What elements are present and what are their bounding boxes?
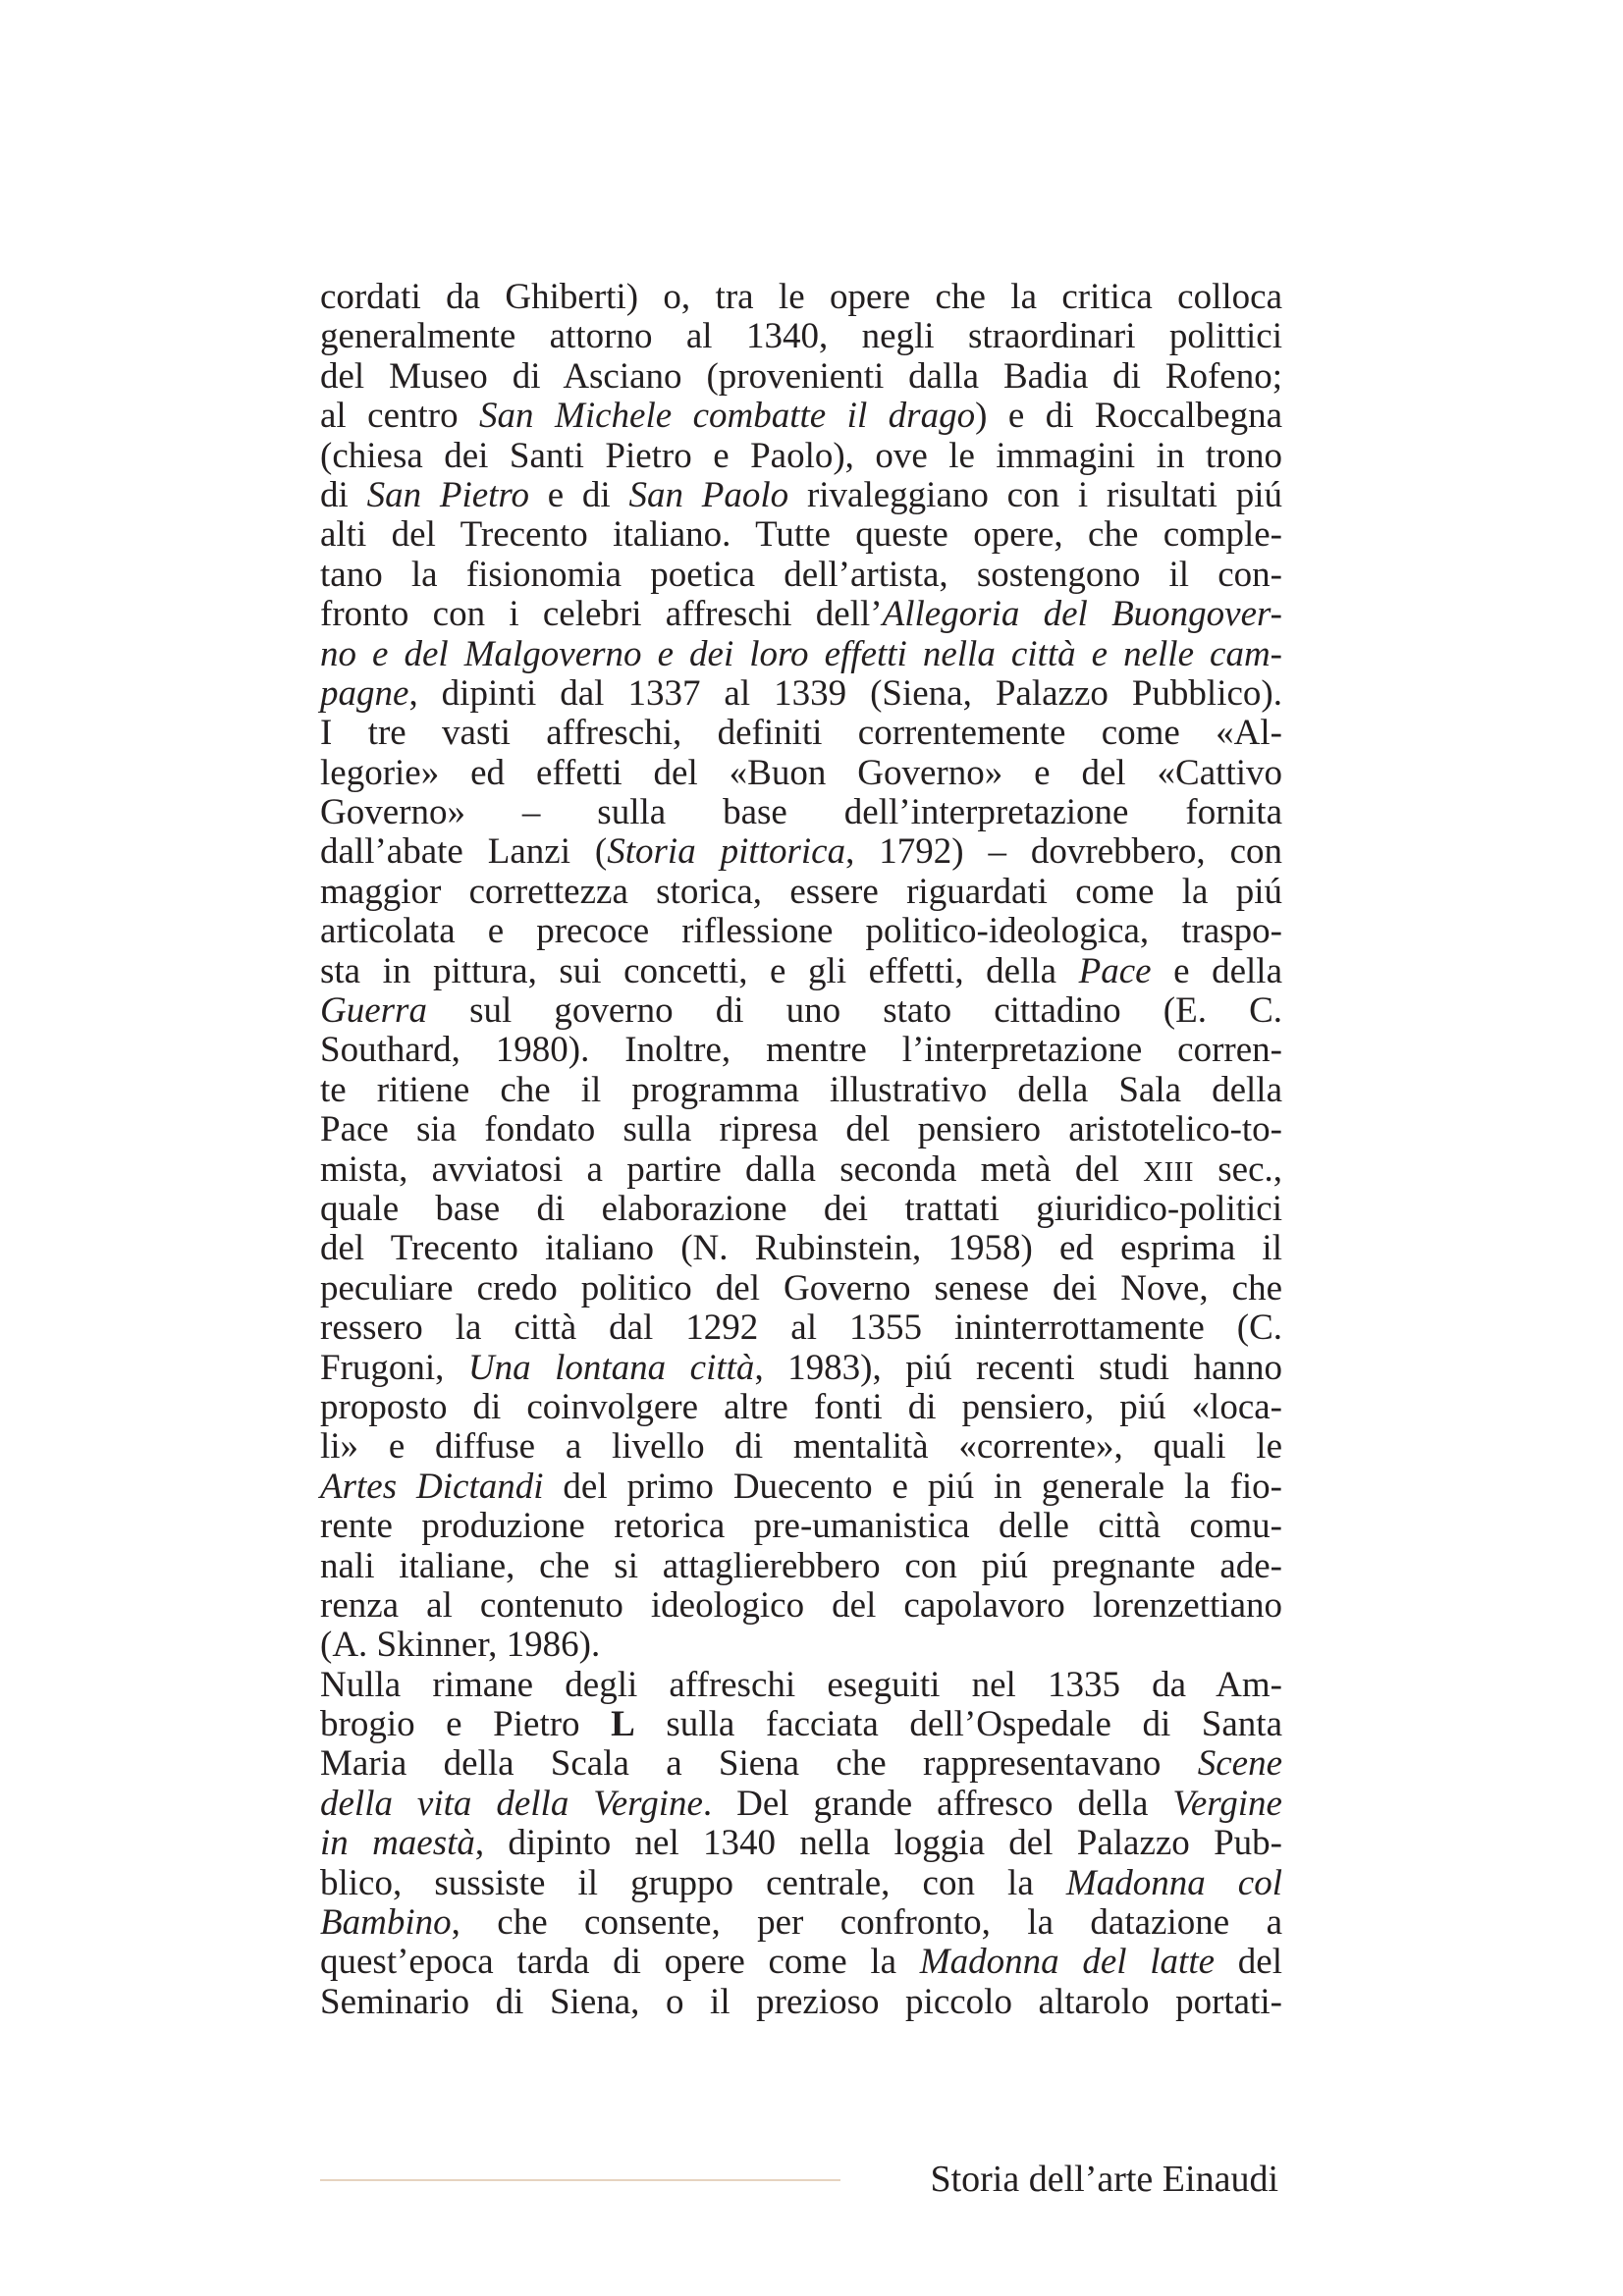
text-run: Governo» – sulla base dell’interpretazione fornita: [320, 792, 1282, 833]
roman-numeral: XIII: [1143, 1155, 1194, 1188]
text-line: [320, 1785, 1282, 1824]
text-line: [320, 1071, 1282, 1110]
text-line: [320, 1229, 1282, 1268]
italic-title: San Pietro: [366, 474, 529, 515]
italic-title: Pace: [1078, 950, 1152, 991]
text-line: [320, 1626, 1282, 1665]
text-run: renza al contenuto ideologico del capolavoro lorenzettiano: [320, 1584, 1282, 1626]
text-run: , 1983), piú recenti studi hanno: [754, 1347, 1282, 1388]
text-line: [320, 1547, 1282, 1586]
text-run: e di: [528, 474, 629, 515]
text-line: [320, 437, 1282, 476]
italic-title: no e del Malgoverno e dei loro effetti nella città e nelle cam-: [320, 633, 1282, 674]
text-run: articolata e precoce riflessione politico-ideologica, traspo-: [320, 911, 1282, 952]
text-run: te ritiene che il programma illustrativo della Sala della: [320, 1069, 1282, 1110]
text-run: Nulla rimane degli affreschi eseguiti nel 1335 da Am-: [320, 1664, 1282, 1705]
text-run: legorie» ed effetti del «Buon Governo» e del «Cattivo: [320, 752, 1282, 793]
text-line: [320, 1349, 1282, 1388]
text-run: li» e diffuse a livello di mentalità «corrente», quali le: [320, 1426, 1282, 1468]
bold-initial: L: [611, 1704, 635, 1745]
text-line: [320, 1744, 1282, 1784]
text-run: peculiare credo politico del Governo senese dei Nove, che: [320, 1267, 1282, 1308]
text-line: [320, 1666, 1282, 1705]
text-run: Southard, 1980). Inoltre, mentre l’interpretazione corren-: [320, 1030, 1282, 1071]
text-run: del Trecento italiano (N. Rubinstein, 1958) ed esprima il: [320, 1228, 1282, 1269]
italic-title: San Paolo: [628, 474, 789, 515]
text-run: sul governo di uno stato cittadino (E. C.: [426, 990, 1282, 1032]
text-line: [320, 1983, 1282, 2022]
text-run: Seminario di Siena, o il prezioso piccolo altarolo portati-: [320, 1981, 1282, 2022]
italic-title: Madonna col: [1065, 1862, 1283, 1903]
text-line: [320, 397, 1282, 436]
italic-title: San Michele combatte il drago: [479, 396, 976, 437]
text-run: , dipinti dal 1337 al 1339 (Siena, Palazzo Pubblico).: [408, 672, 1282, 714]
text-run: Maria della Scala a Siena che rappresentavano: [320, 1743, 1198, 1785]
italic-title: Artes Dictandi: [320, 1466, 544, 1507]
page-footer: [320, 2152, 1282, 2211]
text-line: [320, 1388, 1282, 1427]
text-run: proposto di coinvolgere altre fonti di pensiero, piú «loca-: [320, 1386, 1282, 1427]
text-run: rente produzione retorica pre-umanistica delle città comu-: [320, 1506, 1282, 1547]
text-run: di: [320, 474, 367, 515]
italic-title: Storia pittorica: [607, 831, 846, 873]
text-run: , 1792) – dovrebbero, con: [845, 831, 1282, 873]
text-run: (A. Skinner, 1986).: [320, 1625, 601, 1666]
italic-title: Bambino: [320, 1902, 452, 1944]
text-run: dall’abate Lanzi (: [320, 831, 608, 873]
text-line: [320, 1586, 1282, 1626]
text-line: [320, 595, 1282, 634]
text-run: blico, sussiste il gruppo centrale, con la: [320, 1862, 1066, 1903]
text-run: mista, avviatosi a partire dalla seconda metà del: [320, 1148, 1144, 1190]
text-run: rivaleggiano con i risultati piú: [788, 474, 1283, 515]
text-run: e della: [1151, 950, 1282, 991]
italic-title: Madonna del latte: [919, 1942, 1216, 1983]
text-run: sta in pittura, sui concetti, e gli effetti, della: [320, 950, 1079, 991]
text-run: sulla facciata dell’Ospedale di Santa: [634, 1704, 1282, 1745]
text-run: Frugoni,: [320, 1347, 468, 1388]
text-line: [320, 1190, 1282, 1229]
text-line: [320, 556, 1282, 595]
text-run: maggior correttezza storica, essere riguardati come la piú: [320, 871, 1282, 912]
text-line: [320, 912, 1282, 951]
text-line: [320, 793, 1282, 832]
text-run: generalmente attorno al 1340, negli straordinari polittici: [320, 316, 1282, 357]
text-line: [320, 754, 1282, 793]
text-line: [320, 1110, 1282, 1149]
text-line: [320, 832, 1282, 872]
text-line: [320, 1705, 1282, 1744]
text-line: [320, 674, 1282, 714]
text-run: quest’epoca tarda di opere come la: [320, 1942, 920, 1983]
text-run: tano la fisionomia poetica dell’artista, sostengono il con-: [320, 554, 1282, 595]
text-line: [320, 1943, 1282, 1982]
italic-title: Guerra: [320, 990, 427, 1032]
text-run: del primo Duecento e piú in generale la fio-: [543, 1466, 1282, 1507]
italic-title: della vita della Vergine: [320, 1783, 703, 1824]
text-line: [320, 714, 1282, 753]
text-line: [320, 1507, 1282, 1546]
text-run: . Del grande affresco della: [702, 1783, 1173, 1824]
text-run: brogio e Pietro: [320, 1704, 612, 1745]
italic-title: Scene: [1197, 1743, 1282, 1785]
text-run: del: [1215, 1942, 1282, 1983]
text-run: I tre vasti affreschi, definiti correntemente come «Al-: [320, 713, 1282, 754]
text-line: [320, 317, 1282, 356]
text-line: [320, 1468, 1282, 1507]
italic-title: Una lontana città: [467, 1347, 755, 1388]
text-run: , che consente, per confronto, la datazione a: [451, 1902, 1282, 1944]
text-run: al centro: [320, 396, 480, 437]
text-line: [320, 991, 1282, 1031]
italic-title: pagne: [320, 672, 409, 714]
footer-rule: [320, 2179, 840, 2181]
text-run: sec.,: [1193, 1148, 1282, 1190]
text-line: [320, 1308, 1282, 1348]
text-line: [320, 1150, 1282, 1190]
text-line: [320, 1903, 1282, 1943]
text-line: [320, 1824, 1282, 1863]
italic-title: in maestà: [320, 1823, 475, 1864]
text-run: , dipinto nel 1340 nella loggia del Palazzo Pub-: [474, 1823, 1282, 1864]
text-line: [320, 1269, 1282, 1308]
italic-title: Vergine: [1172, 1783, 1282, 1824]
text-line: [320, 1864, 1282, 1903]
text-run: (chiesa dei Santi Pietro e Paolo), ove le immagini in trono: [320, 435, 1282, 476]
text-run: fronto con i celebri affreschi dell’: [320, 594, 883, 635]
text-run: del Museo di Asciano (provenienti dalla Badia di Rofeno;: [320, 355, 1282, 397]
text-line: [320, 357, 1282, 397]
text-run: alti del Trecento italiano. Tutte queste opere, che comple-: [320, 514, 1282, 556]
italic-title: Allegoria del Buongover-: [882, 594, 1282, 635]
text-run: ) e di Roccalbegna: [975, 396, 1282, 437]
text-line: [320, 952, 1282, 991]
body-text: [320, 278, 1282, 2022]
text-run: quale base di elaborazione dei trattati giuridico-politici: [320, 1188, 1282, 1229]
text-line: [320, 278, 1282, 317]
text-run: ressero la città dal 1292 al 1355 ininterrottamente (C.: [320, 1308, 1282, 1349]
text-run: Pace sia fondato sulla ripresa del pensiero aristotelico-to-: [320, 1109, 1282, 1150]
text-run: nali italiane, che si attaglierebbero con piú pregnante ade-: [320, 1545, 1282, 1586]
text-run: cordati da Ghiberti) o, tra le opere che la critica colloca: [320, 277, 1282, 317]
text-line: [320, 1427, 1282, 1467]
footer-title: Storia dell’arte Einaudi: [930, 2159, 1278, 2200]
text-line: [320, 635, 1282, 674]
text-line: [320, 476, 1282, 515]
text-line: [320, 515, 1282, 555]
text-line: [320, 873, 1282, 912]
text-line: [320, 1031, 1282, 1070]
